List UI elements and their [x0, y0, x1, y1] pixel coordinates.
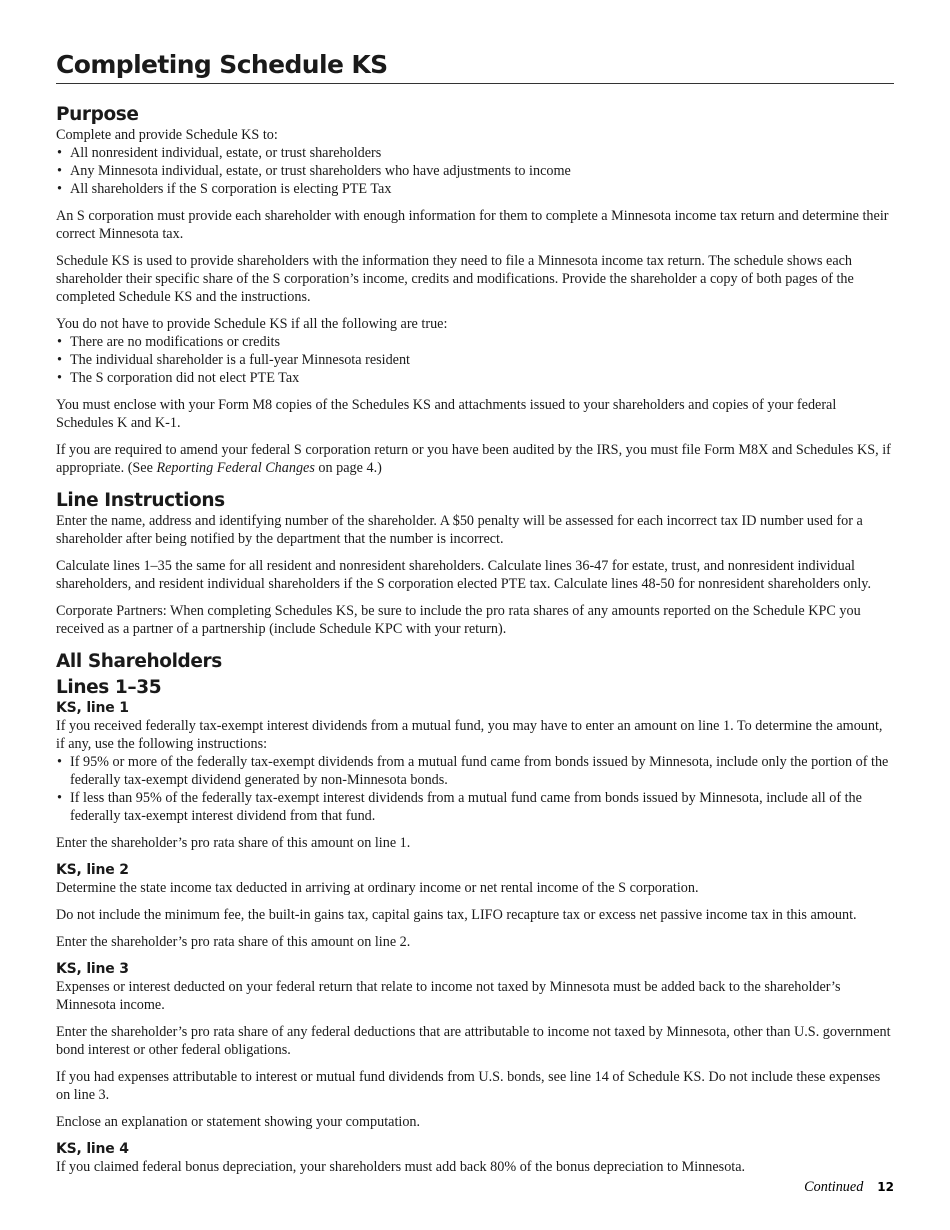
list-item: • If less than 95% of the federally tax-exempt interest dividends from a mutual fund came from bonds issued by Minnesota, include all of the federally tax-exempt interest dividend from that fund.: [56, 789, 894, 825]
purpose-bullet-list: [56, 144, 894, 198]
exemption-bullet-list: [56, 333, 894, 387]
list-item: • All nonresident individual, estate, or trust shareholders: [56, 144, 894, 162]
text-span: on page 4.): [314, 460, 382, 476]
paragraph: If you claimed federal bonus depreciation, your shareholders must add back 80% of the bonus depreciation to Minnesota.: [56, 1159, 746, 1175]
list-item: • The S corporation did not elect PTE Tax: [56, 369, 894, 387]
paragraph: Enter the shareholder’s pro rata share of this amount on line 1.: [56, 835, 411, 851]
ks-line-1-heading: KS, line 1: [56, 700, 129, 716]
list-item: • All shareholders if the S corporation is electing PTE Tax: [56, 180, 894, 198]
paragraph: You must enclose with your Form M8 copies of the Schedules KS and attachments issued to your shareholders and copies of your federal Schedules K and K-1.: [56, 397, 837, 431]
paragraph: Calculate lines 1–35 the same for all resident and nonresident shareholders. Calculate lines 36-47 for estate, trust, and nonresident individual shareholders, and resident individual shareholders if the S corporation elected PTE tax. Calculate lines 48-50 for nonresident shareholders only.: [56, 558, 872, 592]
paragraph: Enter the shareholder’s pro rata share of this amount on line 2.: [56, 934, 411, 950]
list-item: • If 95% or more of the federally tax-exempt dividends from a mutual fund came from bonds issued by Minnesota, include only the portion of the federally tax-exempt dividend generated by non-Minnesota bonds.: [56, 753, 894, 789]
ks-line-4-heading: KS, line 4: [56, 1141, 129, 1157]
lines-subheading: Lines 1–35: [56, 677, 162, 698]
ks-line-3-heading: KS, line 3: [56, 961, 129, 977]
purpose-heading: Purpose: [56, 104, 139, 125]
paragraph: [56, 441, 894, 477]
all-shareholders-heading: All Shareholders: [56, 651, 222, 672]
purpose-intro: Complete and provide Schedule KS to:: [56, 127, 278, 143]
paragraph: Do not include the minimum fee, the built-in gains tax, capital gains tax, LIFO recapture tax or excess net passive income tax in this amount.: [56, 907, 857, 923]
continued-label: Continued: [804, 1179, 864, 1195]
page-title: Completing Schedule KS: [56, 50, 894, 84]
text-span: If you are required to amend your federal S corporation return or you have been audited by the IRS, you must file Form M8X and Schedules KS, if appropriate. (See: [56, 442, 891, 476]
document-page: [56, 50, 894, 1176]
paragraph: You do not have to provide Schedule KS if all the following are true:: [56, 316, 448, 332]
paragraph: Enter the name, address and identifying number of the shareholder. A $50 penalty will be assessed for each incorrect tax ID number used for a shareholder after being notified by the department that the number is incorrect.: [56, 513, 863, 547]
line1-bullet-list: [56, 753, 894, 825]
line-instructions-heading: Line Instructions: [56, 490, 225, 511]
paragraph: If you had expenses attributable to interest or mutual fund dividends from U.S. bonds, see line 14 of Schedule KS. Do not include these expenses on line 3.: [56, 1069, 881, 1103]
page-footer: [56, 1178, 894, 1196]
paragraph: Expenses or interest deducted on your federal return that relate to income not taxed by Minnesota must be added back to the shareholder’s Minnesota income.: [56, 979, 841, 1013]
paragraph: Determine the state income tax deducted in arriving at ordinary income or net rental income of the S corporation.: [56, 880, 699, 896]
reference-title: Reporting Federal Changes: [156, 460, 315, 476]
list-item: • Any Minnesota individual, estate, or trust shareholders who have adjustments to income: [56, 162, 894, 180]
paragraph: An S corporation must provide each shareholder with enough information for them to complete a Minnesota income tax return and determine their correct Minnesota tax.: [56, 208, 889, 242]
ks-line-2-heading: KS, line 2: [56, 862, 129, 878]
paragraph: Corporate Partners: When completing Schedules KS, be sure to include the pro rata shares of any amounts reported on the Schedule KPC you received as a partner of a partnership (include Schedule KPC with your return).: [56, 603, 861, 637]
paragraph: Schedule KS is used to provide shareholders with the information they need to file a Minnesota income tax return. The schedule shows each shareholder their specific share of the S corporation’s income, credits and modifications. Provide the shareholder a copy of both pages of the completed Schedule KS and the instructions.: [56, 253, 854, 305]
paragraph: Enter the shareholder’s pro rata share of any federal deductions that are attributable to income not taxed by Minnesota, other than U.S. government bond interest or other federal obligations.: [56, 1024, 891, 1058]
paragraph: Enclose an explanation or statement showing your computation.: [56, 1114, 421, 1130]
page-number: 12: [877, 1180, 894, 1194]
list-item: • The individual shareholder is a full-year Minnesota resident: [56, 351, 894, 369]
list-item: • There are no modifications or credits: [56, 333, 894, 351]
paragraph: If you received federally tax-exempt interest dividends from a mutual fund, you may have to enter an amount on line 1. To determine the amount, if any, use the following instructions:: [56, 718, 883, 752]
